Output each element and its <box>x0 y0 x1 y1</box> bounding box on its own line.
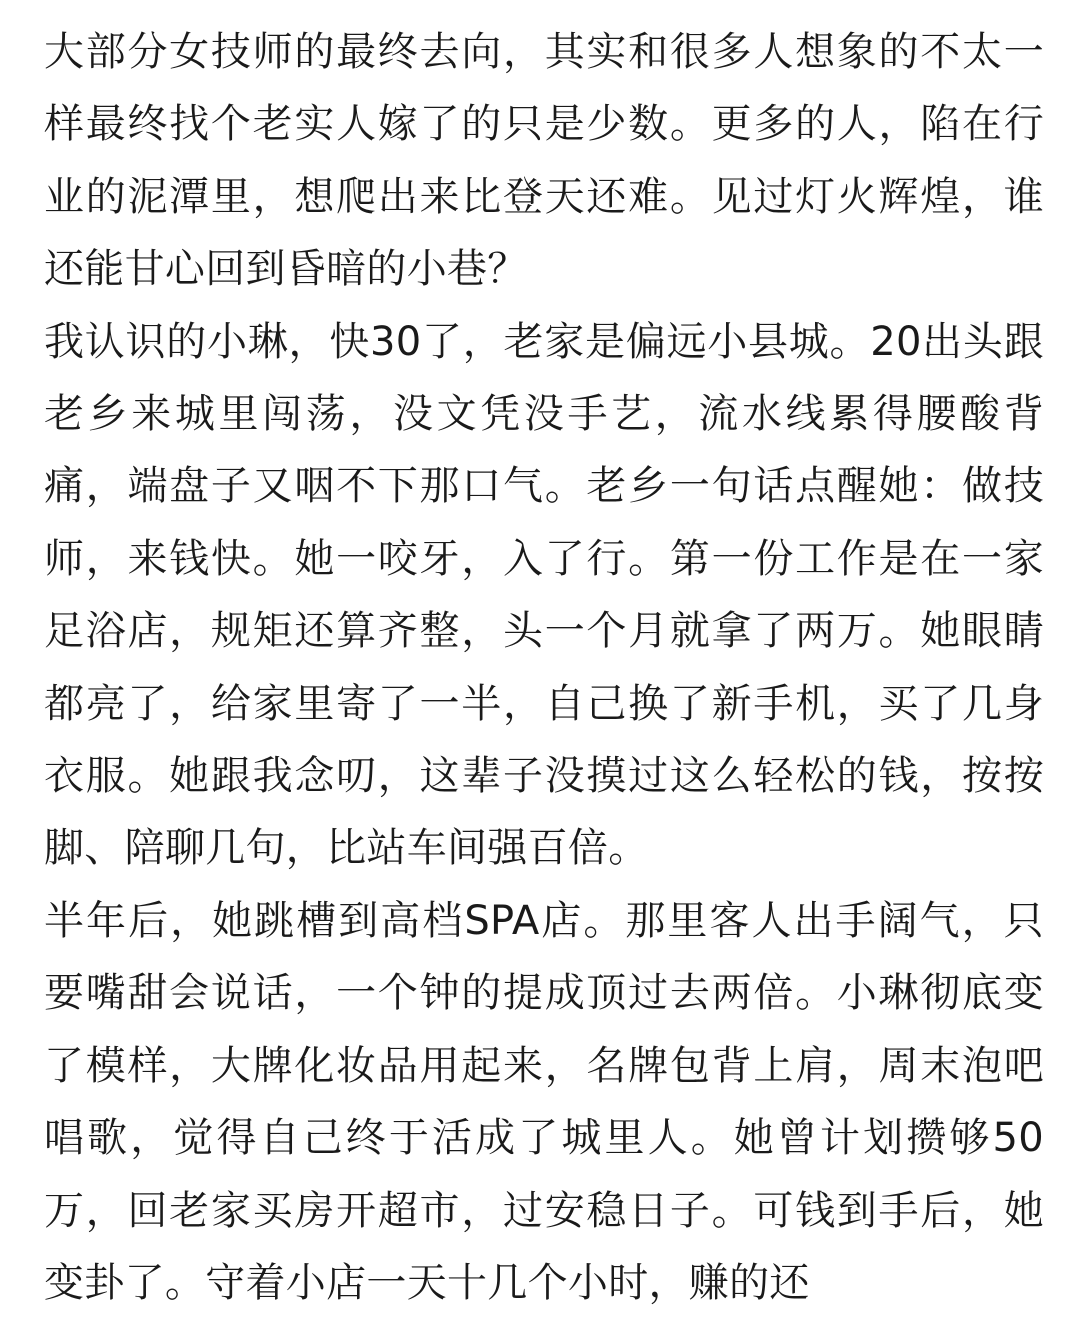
paragraph-spa-job: 半年后，她跳槽到高档SPA店。那里客人出手阔气，只要嘴甜会说话，一个钟的提成顶过去两倍。小琳彻底变了模样，大牌化妆品用起来，名牌包背上肩，周末泡吧唱歌，觉得自己终于活成了城里人。她曾计划攒够50万，回老家买房开超市，过安稳日子。可钱到手后，她变卦了。守着小店一天十几个小时，赚的还 <box>44 897 1044 1306</box>
paragraph-intro: 大部分女技师的最终去向，其实和很多人想象的不太一样最终找个老实人嫁了的只是少数。更多的人，陷在行业的泥潭里，想爬出来比登天还难。见过灯火辉煌，谁还能甘心回到昏暗的小巷？ <box>44 29 1044 293</box>
article-body <box>44 16 1044 1319</box>
paragraph-xiaolin-story: 我认识的小琳，快30了，老家是偏远小县城。20出头跟老乡来城里闯荡，没文凭没手艺，流水线累得腰酸背痛，端盘子又咽不下那口气。老乡一句话点醒她：做技师，来钱快。她一咬牙，入了行。第一份工作是在一家足浴店，规矩还算齐整，头一个月就拿了两万。她眼睛都亮了，给家里寄了一半，自己换了新手机，买了几身衣服。她跟我念叨，这辈子没摸过这么轻松的钱，按按脚、陪聊几句，比站车间强百倍。 <box>44 318 1044 872</box>
